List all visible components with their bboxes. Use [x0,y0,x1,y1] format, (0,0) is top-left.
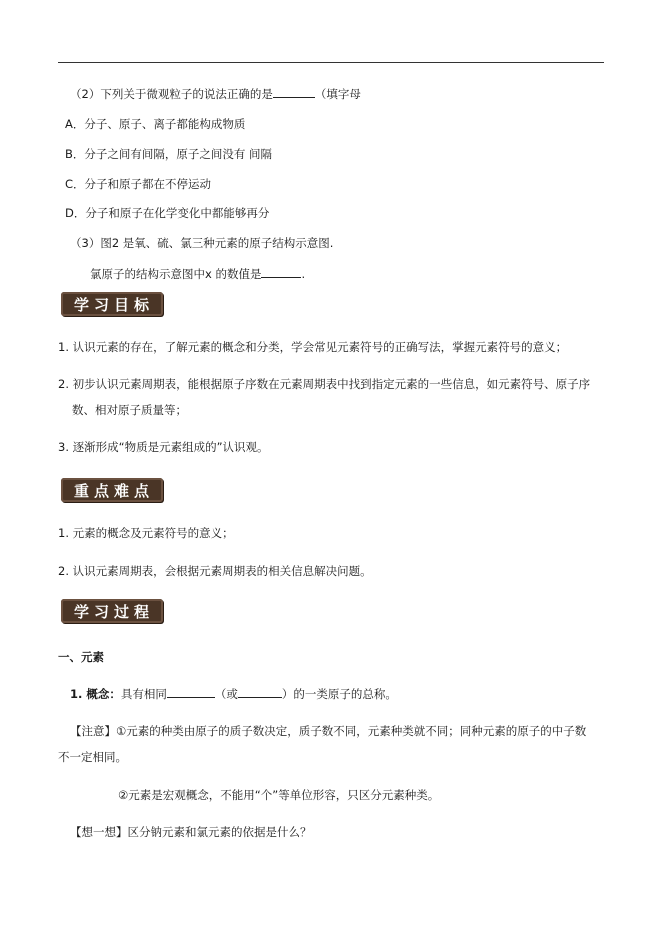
think-question: 【想一想】区分钠元素和氯元素的依据是什么？ [70,825,312,839]
concept-text-mid: （或 [214,687,238,701]
goal-item-1: 1. 认识元素的存在，了解元素的概念和分类，学会常见元素符号的正确写法，掌握元素符号的意义； [58,340,568,354]
goal-item-2: 2. 初步认识元素周期表，能根据原子序数在元素周期表中找到指定元素的一些信息，如元素符号、原子序 [58,377,591,391]
part1-heading: 一、元素 [58,650,104,664]
q2-option-b: B．分子之间有间隔，原子之间没有 间隔 [65,147,273,161]
section-badge-goals [61,292,163,316]
note-line-1: 【注意】①元素的种类由原子的质子数决定，质子数不同，元素种类就不同；同种元素的原子的中子数 [70,724,587,738]
q2-stem [70,86,361,101]
q2-option-c: C．分子和原子都在不停运动 [65,177,212,191]
q3-stem: （3）图2 是氧、硫、氯三种元素的原子结构示意图. [70,236,334,250]
concept-line [70,686,397,701]
section-badge-key-points [61,478,163,502]
q2-option-d: D．分子和原子在化学变化中都能够再分 [65,206,270,220]
key-point-2: 2. 认识元素周期表，会根据元素周期表的相关信息解决问题。 [58,564,372,578]
q3-sub-text: 氯原子的结构示意图中x 的数值是 [90,267,262,281]
section-title-goals: 学习目标 [73,295,154,314]
concept-text-post: ）的一类原子的总称。 [281,687,397,701]
section-title-key-points: 重点难点 [73,481,154,500]
concept-label: 1. 概念： [70,687,121,701]
key-point-1: 1. 元素的概念及元素符号的意义； [58,526,234,540]
q2-stem-tail: （填字母 [314,87,361,101]
section-title-process: 学习过程 [73,602,154,621]
concept-blank-1[interactable] [167,686,215,698]
q2-stem-text: （2）下列关于微观粒子的说法正确的是 [70,87,273,101]
q2-option-a: A．分子、原子、离子都能构成物质 [65,117,246,131]
q3-subquestion [90,266,305,281]
q3-answer-blank[interactable] [261,266,301,278]
note-item-2: ②元素是宏观概念，不能用“个”等单位形容，只区分元素种类。 [118,788,440,802]
q3-sub-tail: . [301,267,306,281]
q2-answer-blank[interactable] [273,86,315,98]
concept-text-pre: 具有相同 [120,687,167,701]
note-line-2: 不一定相同。 [58,750,127,764]
section-badge-process [61,599,163,623]
header-rule [58,62,604,63]
goal-item-2-cont: 数、相对原子质量等； [72,403,187,417]
goal-item-3: 3. 逐渐形成“物质是元素组成的”认识观。 [58,440,269,454]
concept-blank-2[interactable] [238,686,282,698]
